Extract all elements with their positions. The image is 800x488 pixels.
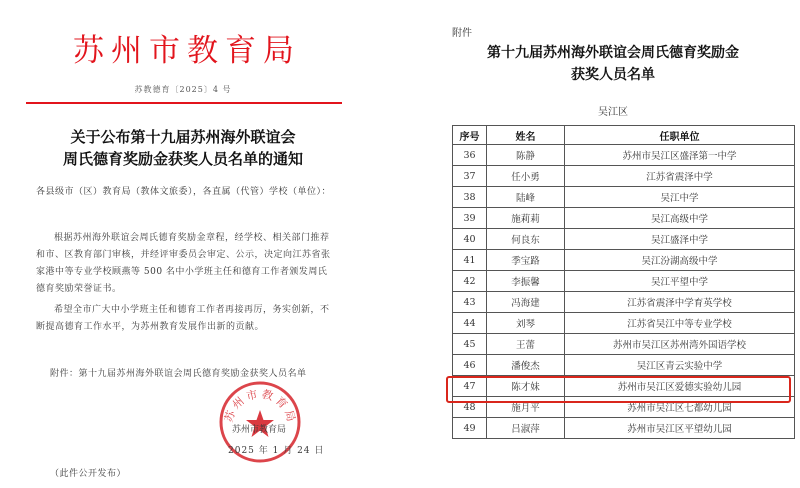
cell-name: 陆峰 (487, 187, 565, 208)
cell-name: 王蕾 (487, 334, 565, 355)
signing-org: 苏州市教育局 (232, 425, 287, 435)
body-paragraph: 根据苏州海外联谊会周氏德育奖励金章程，经学校、相关部门推荐和市、区教育部门审核，并经评审委员会审定、公示，决定向江苏省张家港中等专业学校顾燕等 500 名中小学班主任和德育工作者颁发周氏德育奖励荣誉证书。 (36, 233, 331, 294)
district-heading: 吴江区 (598, 107, 628, 118)
table-row (453, 271, 795, 292)
cell-index: 38 (453, 187, 487, 208)
seal-text: 苏州市教育局 (221, 387, 299, 426)
header-name: 姓名 (487, 126, 565, 145)
cell-name: 何良东 (487, 229, 565, 250)
signing-date: 2025 年 1 月 24 日 (228, 446, 325, 456)
table-row (453, 313, 795, 334)
notice-title (6, 126, 360, 170)
awardee-table (452, 125, 795, 439)
awardee-table-wrapper (452, 125, 794, 439)
attachment-label: 附件 (452, 28, 472, 39)
cell-unit: 苏州市吴江区七都幼儿园 (565, 397, 795, 418)
table-row (453, 355, 795, 376)
cell-name: 任小勇 (487, 166, 565, 187)
cell-unit: 江苏省震泽中学 (565, 166, 795, 187)
cell-index: 48 (453, 397, 487, 418)
cell-name: 施莉莉 (487, 208, 565, 229)
table-row (453, 334, 795, 355)
cell-index: 45 (453, 334, 487, 355)
cell-unit: 吴江区青云实验中学 (565, 355, 795, 376)
notice-title-line-2: 周氏德育奖励金获奖人员名单的通知 (62, 150, 303, 168)
cell-index: 47 (453, 376, 487, 397)
cell-name: 刘琴 (487, 313, 565, 334)
table-row (453, 376, 795, 397)
cell-unit: 吴江中学 (565, 187, 795, 208)
cell-index: 44 (453, 313, 487, 334)
cell-unit: 吴江平望中学 (565, 271, 795, 292)
table-row (453, 229, 795, 250)
table-row (453, 292, 795, 313)
cell-name: 陈才妹 (487, 376, 565, 397)
cell-name: 施月平 (487, 397, 565, 418)
notice-title-line-1: 关于公布第十九届苏州海外联谊会 (70, 128, 296, 146)
notice-page (6, 4, 360, 482)
publish-note: （此件公开发布） (50, 469, 127, 479)
cell-index: 37 (453, 166, 487, 187)
cell-index: 42 (453, 271, 487, 292)
cell-index: 36 (453, 145, 487, 166)
list-title (430, 42, 796, 86)
list-title-line-2: 获奖人员名单 (571, 67, 655, 83)
addressee: 各县级市（区）教育局（教体文旅委），各直属（代管）学校（单位）： (36, 187, 332, 197)
cell-name: 李振馨 (487, 271, 565, 292)
cell-unit: 江苏省震泽中学育英学校 (565, 292, 795, 313)
cell-name: 冯海建 (487, 292, 565, 313)
cell-index: 49 (453, 418, 487, 439)
table-row (453, 145, 795, 166)
attachment-page (430, 4, 796, 482)
cell-unit: 吴江汾湖高级中学 (565, 250, 795, 271)
cell-unit: 江苏省吴江中等专业学校 (565, 313, 795, 334)
cell-unit: 苏州市吴江区平望幼儿园 (565, 418, 795, 439)
cell-unit: 吴江盛泽中学 (565, 229, 795, 250)
cell-index: 43 (453, 292, 487, 313)
table-header-row (453, 126, 795, 145)
cell-index: 40 (453, 229, 487, 250)
header-unit: 任职单位 (565, 126, 795, 145)
cell-unit: 苏州市吴江区爱德实验幼儿园 (565, 376, 795, 397)
cell-index: 39 (453, 208, 487, 229)
table-row (453, 208, 795, 229)
cell-name: 潘俊杰 (487, 355, 565, 376)
agency-header: 苏州市教育局 (73, 33, 301, 69)
header-index: 序号 (453, 126, 487, 145)
list-title-line-1: 第十九届苏州海外联谊会周氏德育奖励金 (487, 45, 739, 61)
table-row (453, 397, 795, 418)
cell-name: 季宝路 (487, 250, 565, 271)
document-number: 苏教德育〔2025〕4 号 (134, 85, 232, 94)
cell-name: 吕淑萍 (487, 418, 565, 439)
table-row (453, 418, 795, 439)
cell-index: 41 (453, 250, 487, 271)
table-row (453, 250, 795, 271)
cell-unit: 吴江高级中学 (565, 208, 795, 229)
header-divider (26, 102, 342, 104)
cell-unit: 苏州市吴江区苏州湾外国语学校 (565, 334, 795, 355)
attachment-note: 附件：第十九届苏州海外联谊会周氏德育奖励金获奖人员名单 (50, 369, 307, 379)
table-row (453, 187, 795, 208)
cell-index: 46 (453, 355, 487, 376)
wish-paragraph: 希望全市广大中小学班主任和德育工作者再接再厉，务实创新，不断提高德育工作水平，为苏州教育发展作出新的贡献。 (36, 305, 330, 332)
cell-unit: 苏州市吴江区盛泽第一中学 (565, 145, 795, 166)
table-row (453, 166, 795, 187)
cell-name: 陈静 (487, 145, 565, 166)
